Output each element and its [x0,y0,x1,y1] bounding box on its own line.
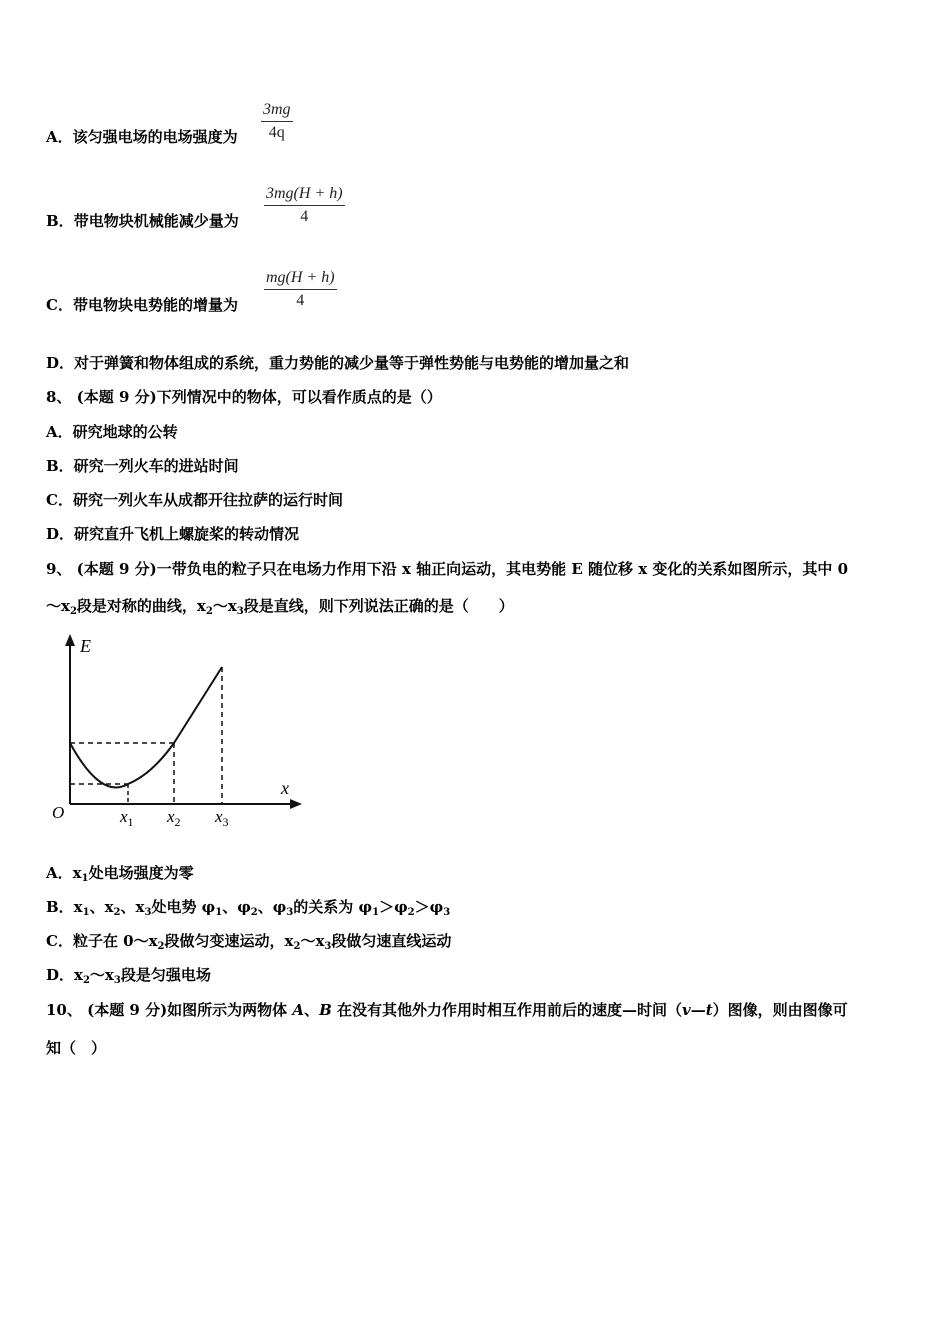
text: 段做匀变速运动，x [164,932,294,950]
tick-x3-label [214,807,229,829]
q7-option-b [46,211,239,231]
text: ＞φ [379,898,408,916]
fraction-numerator: 3mg [261,101,293,122]
text: 、φ [222,898,251,916]
text: A．x [46,864,82,882]
text: 段是对称的曲线，x [76,597,206,615]
y-axis-label: E [80,636,91,656]
q9-stem-line2 [46,596,514,622]
q7-option-c [46,295,238,315]
object-a: A [292,1001,305,1019]
fraction-numerator: mg(H + h) [264,269,337,290]
y-axis-arrow [65,634,75,646]
q9-option-b [46,897,450,923]
q9-option-c [46,931,451,957]
subscript: 2 [407,907,415,918]
subscript: 3 [144,907,152,918]
text: ＞φ [414,898,444,916]
text: D．x [46,966,83,984]
fraction-denominator: 4q [268,124,285,141]
tick-subscript: 1 [127,815,134,829]
q10-stem-line2: 知（ ） [46,1039,107,1057]
q8-stem: 8、 (本题 9 分)下列情况中的物体，可以看作质点的是（） [46,388,442,406]
option-letter: B． [46,212,74,230]
subscript: 1 [372,907,380,918]
text: 、 [304,1001,320,1019]
text: ～x [89,966,114,984]
text: ～x [46,597,70,615]
tick-x1-label [119,807,134,829]
q7-option-d [46,353,629,373]
subscript: 3 [286,907,294,918]
q7-option-c-fraction [264,269,337,310]
q8-option-c: C．研究一列火车从成都开往拉萨的运行时间 [46,491,343,509]
option-text: 带电物块机械能减少量为 [73,212,239,230]
option-text: 该匀强电场的电场强度为 [72,128,238,146]
q8-option-b: B．研究一列火车的进站时间 [46,457,239,475]
subscript: 1 [81,873,89,884]
subscript: 2 [157,941,165,952]
text: 处电场强度为零 [88,864,194,882]
option-text: 对于弹簧和物体组成的系统，重力势能的减少量等于弹性势能与电势能的增加量之和 [74,354,630,372]
text: 段做匀速直线运动 [331,932,452,950]
option-letter: C． [46,296,73,314]
tick-text: x [167,807,175,826]
q9-stem-line1: 9、 (本题 9 分)一带负电的粒子只在电场力作用下沿 x 轴正向运动，其电势能 E 随位移 x 变化的关系如图所示，其中 0 [46,560,849,578]
subscript: 1 [82,907,90,918]
subscript: 1 [215,907,223,918]
energy-displacement-graph [48,628,308,833]
tick-subscript: 3 [222,815,229,829]
x-axis-arrow [290,799,302,809]
text: 段是直线，则下列说法正确的是（ ） [243,597,514,615]
option-letter: D． [46,354,75,372]
tick-x2-label [166,807,181,829]
text: 的关系为 φ [293,898,373,916]
option-text: 带电物块电势能的增量为 [72,296,238,314]
subscript: 3 [236,606,244,617]
fraction-denominator: 4 [296,292,305,309]
text: 、x [120,898,145,916]
q8-option-a: A．研究地球的公转 [46,423,178,441]
vt-label: v—t [681,1001,713,1019]
text: 段是匀强电场 [120,966,211,984]
q7-option-a [46,127,238,147]
subscript: 2 [250,907,258,918]
fraction-numerator: 3mg(H + h) [264,185,345,206]
text: 在没有其他外力作用时相互作用前后的速度—时间（ [331,1001,682,1019]
subscript: 3 [324,941,332,952]
text: 处电势 φ [151,898,216,916]
subscript: 2 [113,907,121,918]
text: ～x [212,597,237,615]
text: C．粒子在 0～x [46,932,158,950]
text: 、x [89,898,114,916]
text: ）图像，则由图像可 [712,1001,848,1019]
q10-stem-line1 [46,1000,848,1020]
q7-option-b-fraction [264,185,345,226]
text: 10、 (本题 9 分)如图所示为两物体 [46,1001,293,1019]
subscript: 2 [205,606,213,617]
fraction-denominator: 4 [300,208,309,225]
option-letter: A． [46,128,73,146]
subscript: 2 [69,606,77,617]
tick-text: x [120,807,128,826]
x-axis-label: x [281,778,289,798]
text: ～x [300,932,325,950]
subscript: 2 [293,941,301,952]
origin-label: O [52,803,65,822]
tick-subscript: 2 [174,815,181,829]
subscript: 3 [443,907,451,918]
tick-text: x [215,807,223,826]
q8-option-d: D．研究直升飞机上螺旋桨的转动情况 [46,525,300,543]
text: B．x [46,898,83,916]
q9-option-d [46,965,211,991]
object-b: B [319,1001,332,1019]
q7-option-a-fraction [261,101,293,142]
subscript: 3 [113,975,121,986]
q9-option-a [46,863,194,889]
text: 、φ [257,898,287,916]
subscript: 2 [82,975,90,986]
energy-curve [70,667,222,788]
